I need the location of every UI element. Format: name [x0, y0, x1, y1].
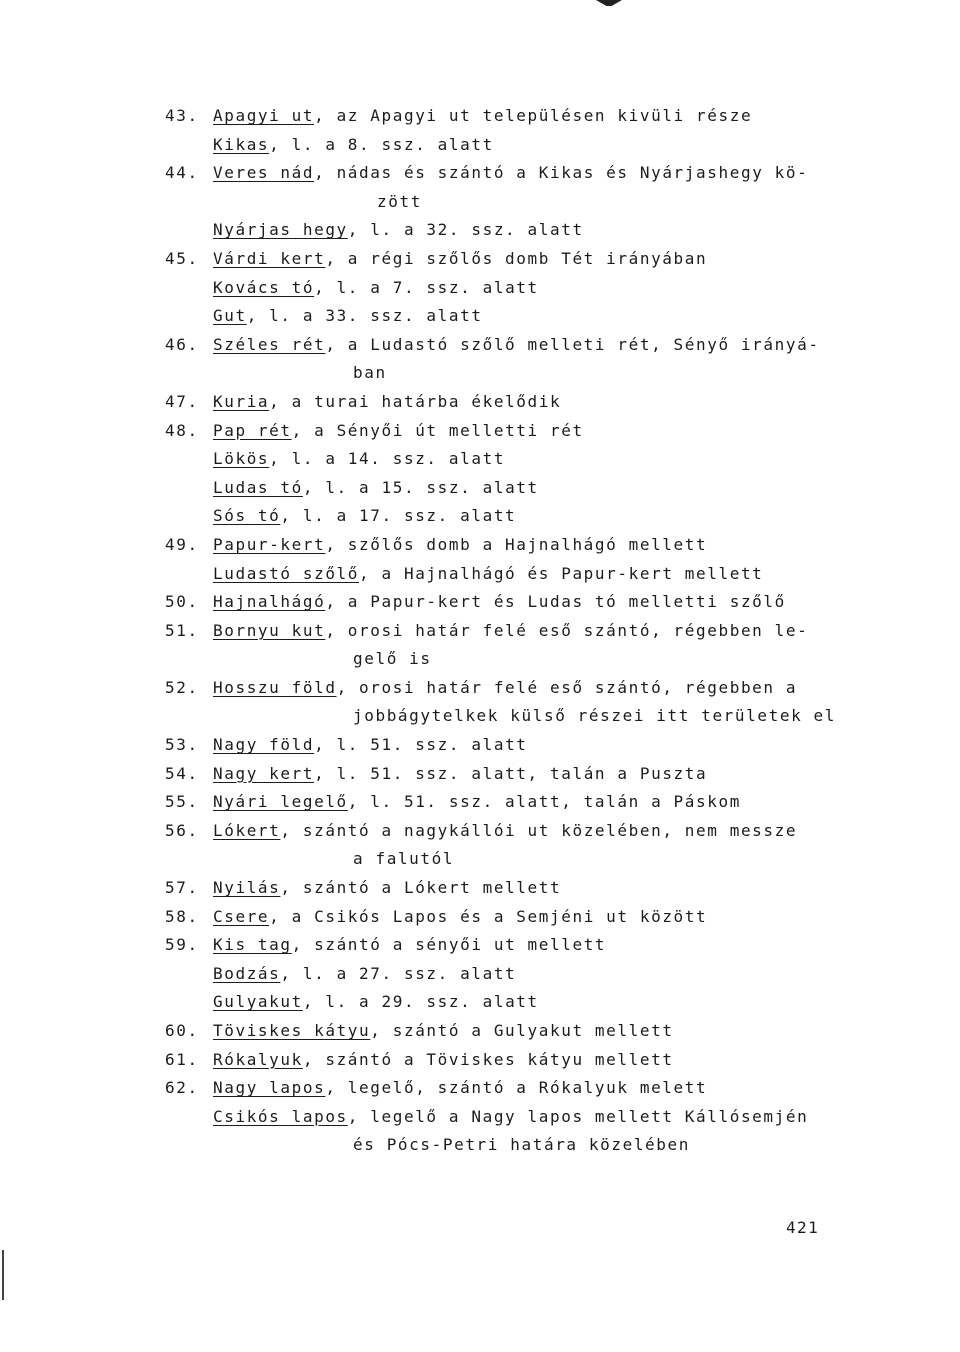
place-name: Nyilás — [213, 878, 281, 898]
place-description: , a turai határba ékelődik — [269, 391, 562, 411]
entry-text — [213, 1046, 674, 1075]
entry-text — [213, 302, 483, 331]
place-name: Veres nád — [213, 163, 315, 183]
continuation-text: jobbágytelkek külső részei itt területek el — [353, 706, 837, 726]
list-line — [165, 1017, 925, 1046]
place-description: , orosi határ felé eső szántó, régebben le- — [325, 620, 809, 640]
place-name: Hajnalhágó — [213, 592, 326, 612]
list-line — [165, 502, 925, 531]
entry-text — [213, 560, 763, 589]
entry-text — [213, 531, 707, 560]
place-description: , a Papur-kert és Ludas tó melletti szőlő — [325, 592, 786, 612]
entry-text — [213, 588, 786, 617]
list-line — [165, 245, 925, 274]
list-line — [165, 388, 925, 417]
place-name: Várdi kert — [213, 248, 326, 268]
entry-number: 45. — [165, 248, 199, 268]
place-name: Kovács tó — [213, 277, 315, 297]
entry-number: 56. — [165, 820, 199, 840]
entry-text — [213, 1103, 808, 1132]
place-description: , l. a 17. ssz. alatt — [280, 506, 517, 526]
place-name: Nagy föld — [213, 735, 315, 755]
list-line — [165, 359, 925, 388]
list-line — [165, 988, 925, 1017]
entry-text — [213, 474, 539, 503]
entry-number: 61. — [165, 1049, 199, 1069]
list-line — [165, 845, 925, 874]
entry-text — [213, 245, 707, 274]
place-description: , l. a 7. ssz. alatt — [314, 277, 539, 297]
entry-number: 49. — [165, 534, 199, 554]
entry-text — [213, 674, 797, 703]
entry-text — [213, 617, 808, 646]
list-line — [165, 874, 925, 903]
list-line — [165, 617, 925, 646]
place-name: Csere — [213, 906, 270, 926]
list-line — [165, 1131, 925, 1160]
place-description: , l. a 32. ssz. alatt — [347, 220, 584, 240]
place-name: Kuria — [213, 391, 270, 411]
place-description: , szántó a nagykállói ut közelében, nem messze — [280, 820, 798, 840]
entry-text — [213, 331, 820, 360]
entry-number: 58. — [165, 906, 199, 926]
place-name: Csikós lapos — [213, 1106, 348, 1126]
list-line — [165, 474, 925, 503]
place-name: Nagy kert — [213, 763, 315, 783]
entry-number: 43. — [165, 106, 199, 125]
place-name: Gut — [213, 306, 247, 326]
entry-number: 59. — [165, 935, 199, 955]
entry-text — [213, 502, 516, 531]
list-line — [165, 216, 925, 245]
entry-text — [213, 274, 539, 303]
place-name: Töviskes kátyu — [213, 1021, 371, 1040]
list-line — [165, 760, 925, 789]
place-description: , l. 51. ssz. alatt, talán a Páskom — [347, 792, 741, 812]
entry-text — [213, 731, 528, 760]
list-line — [165, 445, 925, 474]
place-description: , szántó a Lókert mellett — [280, 878, 562, 898]
place-name: Pap rét — [213, 420, 292, 440]
list-line — [165, 1103, 925, 1132]
entry-number: 53. — [165, 735, 199, 755]
entry-text — [213, 931, 606, 960]
place-description: , a Csikós Lapos és a Semjéni ut között — [269, 906, 708, 926]
list-line — [165, 274, 925, 303]
place-description: , a Sényői út melletti rét — [291, 420, 584, 440]
entry-number: 54. — [165, 763, 199, 783]
entry-text — [213, 216, 584, 245]
place-description: , nádas és szántó a Kikas és Nyárjashegy kö- — [314, 163, 809, 183]
continuation-text: ban — [353, 363, 387, 383]
continuation-text: és Pócs-Petri határa közelében — [353, 1135, 690, 1155]
place-name: Kikas — [213, 134, 270, 154]
entry-number: 52. — [165, 677, 199, 697]
place-description: , l. 51. ssz. alatt — [314, 735, 528, 755]
list-line — [165, 702, 925, 731]
list-line — [165, 1074, 925, 1103]
place-name: Széles rét — [213, 334, 326, 354]
place-name-list — [165, 102, 925, 1160]
list-line — [165, 159, 925, 188]
entry-number: 46. — [165, 334, 199, 354]
list-line — [165, 931, 925, 960]
place-description: , az Apagyi ut településen kivüli része — [314, 106, 753, 125]
list-line — [165, 531, 925, 560]
place-name: Sós tó — [213, 506, 281, 526]
list-line — [165, 817, 925, 846]
place-name: Bornyu kut — [213, 620, 326, 640]
list-line — [165, 102, 925, 131]
list-line — [165, 788, 925, 817]
entry-text — [213, 1017, 674, 1046]
place-description: , l. a 8. ssz. alatt — [269, 134, 494, 154]
entry-text — [213, 760, 707, 789]
place-name: Ludas tó — [213, 477, 303, 497]
entry-text — [213, 1074, 707, 1103]
entry-text — [213, 417, 584, 446]
entry-text — [213, 788, 741, 817]
place-name: Apagyi ut — [213, 106, 315, 125]
entry-text — [213, 131, 494, 160]
place-description: , l. a 15. ssz. alatt — [302, 477, 539, 497]
place-name: Gulyakut — [213, 992, 303, 1012]
entry-number: 62. — [165, 1078, 199, 1098]
list-line — [165, 417, 925, 446]
place-name: Rókalyuk — [213, 1049, 303, 1069]
list-line — [165, 588, 925, 617]
entry-text — [213, 988, 539, 1017]
place-name: Nyári legelő — [213, 792, 348, 812]
continuation-text: zött — [377, 191, 422, 211]
entry-text — [213, 903, 707, 932]
list-line — [165, 302, 925, 331]
list-line — [165, 1046, 925, 1075]
entry-number: 48. — [165, 420, 199, 440]
place-name: Lökös — [213, 449, 270, 469]
list-line — [165, 560, 925, 589]
place-description: , szántó a Gulyakut mellett — [370, 1021, 674, 1040]
place-description: , legelő a Nagy lapos mellett Kállósemjén — [347, 1106, 809, 1126]
place-description: , a Hajnalhágó és Papur-kert mellett — [359, 563, 764, 583]
list-line — [165, 903, 925, 932]
place-description: , l. a 27. ssz. alatt — [280, 963, 517, 983]
entry-text — [213, 388, 561, 417]
place-name: Kis tag — [213, 935, 292, 955]
entry-number: 47. — [165, 391, 199, 411]
place-description: , szántó a Töviskes kátyu mellett — [302, 1049, 674, 1069]
place-name: Nyárjas hegy — [213, 220, 348, 240]
place-description: , a Ludastó szőlő melleti rét, Sényő irányá- — [325, 334, 820, 354]
place-name: Papur-kert — [213, 534, 326, 554]
place-description: , szőlős domb a Hajnalhágó mellett — [325, 534, 708, 554]
entry-text — [213, 874, 561, 903]
list-line — [165, 188, 925, 217]
place-name: Bodzás — [213, 963, 281, 983]
page-number: 421 — [786, 1218, 820, 1237]
list-line — [165, 731, 925, 760]
entry-number: 44. — [165, 163, 199, 183]
entry-text — [213, 445, 505, 474]
entry-number: 55. — [165, 792, 199, 812]
list-line — [165, 674, 925, 703]
place-description: , szántó a sényői ut mellett — [291, 935, 607, 955]
place-description: , l. 51. ssz. alatt, talán a Puszta — [314, 763, 708, 783]
place-name: Ludastó szőlő — [213, 563, 360, 583]
list-line — [165, 331, 925, 360]
list-line — [165, 131, 925, 160]
place-description: , a régi szőlős domb Tét irányában — [325, 248, 708, 268]
entry-number: 51. — [165, 620, 199, 640]
place-description: , l. a 33. ssz. alatt — [246, 306, 483, 326]
entry-text — [213, 159, 808, 188]
place-description: , l. a 14. ssz. alatt — [269, 449, 506, 469]
place-description: , legelő, szántó a Rókalyuk melett — [325, 1078, 708, 1098]
place-name: Nagy lapos — [213, 1078, 326, 1098]
margin-mark — [2, 1250, 14, 1300]
entry-text — [213, 960, 516, 989]
entry-text — [213, 817, 797, 846]
list-line — [165, 645, 925, 674]
place-description: , orosi határ felé eső szántó, régebben a — [336, 677, 798, 697]
scan-mark — [596, 0, 622, 6]
place-name: Lókert — [213, 820, 281, 840]
place-description: , l. a 29. ssz. alatt — [302, 992, 539, 1012]
list-line — [165, 960, 925, 989]
place-name: Hosszu föld — [213, 677, 337, 697]
entry-number: 60. — [165, 1021, 199, 1040]
continuation-text: gelő is — [353, 649, 432, 669]
entry-number: 57. — [165, 878, 199, 898]
continuation-text: a falutól — [353, 849, 455, 869]
entry-text — [213, 102, 752, 131]
entry-number: 50. — [165, 592, 199, 612]
